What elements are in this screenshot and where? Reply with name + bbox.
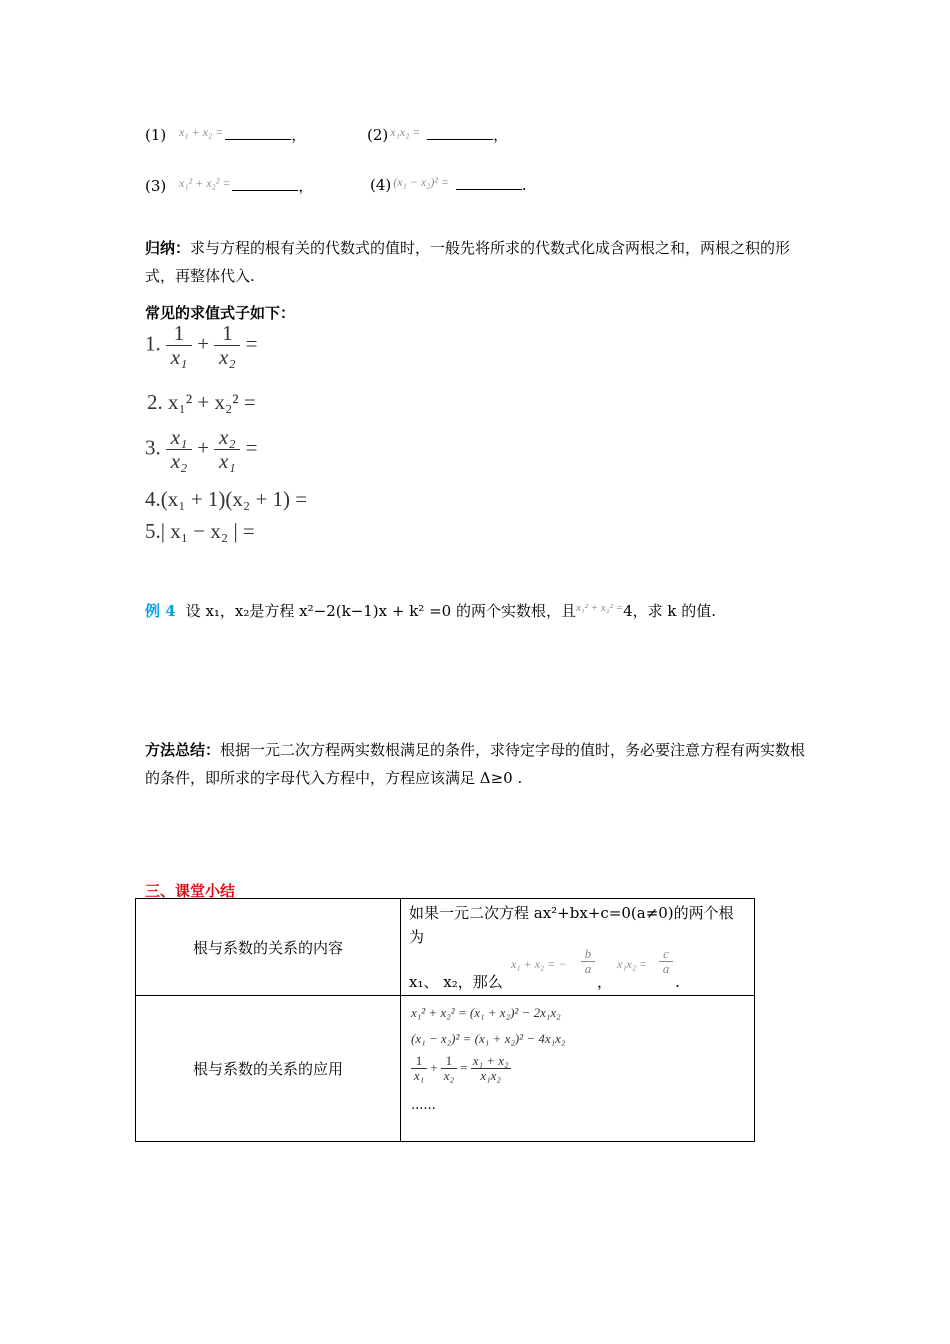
- fraction: $\frac{1}{\text{x₂}}$: [214, 322, 240, 369]
- answer-blank: [232, 176, 298, 191]
- table-cell-label: 根与系数的关系的内容: [136, 899, 401, 996]
- section-title: 三、课堂小结: [145, 882, 236, 900]
- summary-paragraph: [145, 234, 813, 290]
- formula-3: $\frac{1}{\text{x₁}}$ + $\frac{1}{\text{x₂}}$ = $\frac{\text{x₁ + x₂}}{\text{x₁x₂}}$: [411, 1054, 744, 1084]
- example-4-label: 例 4: [145, 602, 176, 620]
- exercise-3-expression: x₁² + x₂² =: [179, 176, 231, 190]
- example-4: 例 4 设 x₁，x₂是方程 x²−2(k−1)x + k² =0 的两个实数根，且$^{x_1^2 + x_2^2 =}$4，求 k 的值.: [145, 602, 717, 620]
- exercise-1-expression: x₁ + x₂ =: [179, 125, 224, 139]
- method-summary: [145, 736, 813, 792]
- common-item-1: 1. $\frac{1}{\text{x₁}}$ + $\frac{1}{\text{x₂}}$ =: [145, 321, 258, 370]
- fraction: $\frac{1}{\text{x₁}}$: [411, 1054, 427, 1084]
- method-label: 方法总结：: [145, 741, 221, 759]
- summary-text: 求与方程的根有关的代数式的值时，一般先将所求的代数式化成含两根之和，两根之积的形式，再整体代入.: [145, 239, 791, 285]
- table-cell-content: [401, 899, 755, 996]
- method-text: 根据一元二次方程两实数根满足的条件，求待定字母的值时，务必要注意方程有两实数根的条件，即所求的字母代入方程中，方程应该满足 Δ≥0 .: [145, 741, 806, 787]
- exercise-4-expression: (x₁ − x₂)² =: [393, 175, 450, 189]
- formula-2: (x₁ − x₂)² = (x₁ + x₂)² − 4x₁x₂: [411, 1031, 566, 1046]
- common-item-4: 4.(x₁ + 1)(x₂ + 1) =: [145, 487, 308, 511]
- table-cell-label: 根与系数的关系的应用: [136, 996, 401, 1142]
- table-row: [136, 899, 755, 996]
- exercise-4: (4) $^{(x_1 - x_2)^2 =}$ .: [370, 175, 527, 194]
- example-4-condition: x₁² + x₂² =: [575, 602, 624, 614]
- fraction: $\frac{1}{\text{x₂}}$: [441, 1054, 457, 1084]
- content-line-1: 如果一元二次方程 ax²+bx+c=0(a≠0)的两个根为: [409, 904, 734, 946]
- fraction: $\frac{b}{a}$: [581, 947, 595, 977]
- summary-label: 归纳：: [145, 239, 191, 257]
- exercise-2-expression: x₁x₂ =: [390, 125, 421, 139]
- exercise-3: (3) $^{x_1^2 + x_2^2 =}$ ，: [145, 176, 314, 195]
- common-item-5: 5.| x₁ − x₂ | =: [145, 519, 255, 543]
- content-line-2: x₁、 x₂，那么 x₁ + x₂ = − $\frac{b}{a}$ ， x₁x₂ = $\frac{c}{a}$ .: [409, 946, 680, 991]
- table-row: [136, 996, 755, 1142]
- table-cell-content: [401, 996, 755, 1142]
- fraction: $\frac{1}{\text{x₁}}$: [166, 322, 192, 369]
- fraction: $\frac{\text{x₁ + x₂}}{\text{x₁x₂}}$: [472, 1053, 509, 1084]
- exercise-1: (1) $^{x_1 + x_2 =}$ ，: [145, 125, 307, 144]
- common-heading: 常见的求值式子如下：: [145, 304, 296, 322]
- common-item-3: 3. $\frac{\text{x₁}}{\text{x₂}}$ + $\frac{\text{x₂}}{\text{x₁}}$ =: [145, 425, 258, 474]
- formula-1: x₁² + x₂² = (x₁ + x₂)² − 2x₁x₂: [411, 1005, 561, 1020]
- ellipsis: ......: [411, 1097, 436, 1113]
- answer-blank: [225, 125, 291, 140]
- fraction: $\frac{\text{x₁}}{\text{x₂}}$: [166, 426, 192, 473]
- common-item-2: 2. x₁² + x₂² =: [147, 390, 256, 414]
- answer-blank: [427, 125, 493, 140]
- fraction: $\frac{c}{a}$: [659, 947, 673, 977]
- answer-blank: [456, 175, 522, 190]
- exercise-2: (2) $^{x_1x_2 =}$ ，: [367, 125, 509, 144]
- fraction: $\frac{\text{x₂}}{\text{x₁}}$: [214, 426, 240, 473]
- summary-table: [135, 898, 755, 1142]
